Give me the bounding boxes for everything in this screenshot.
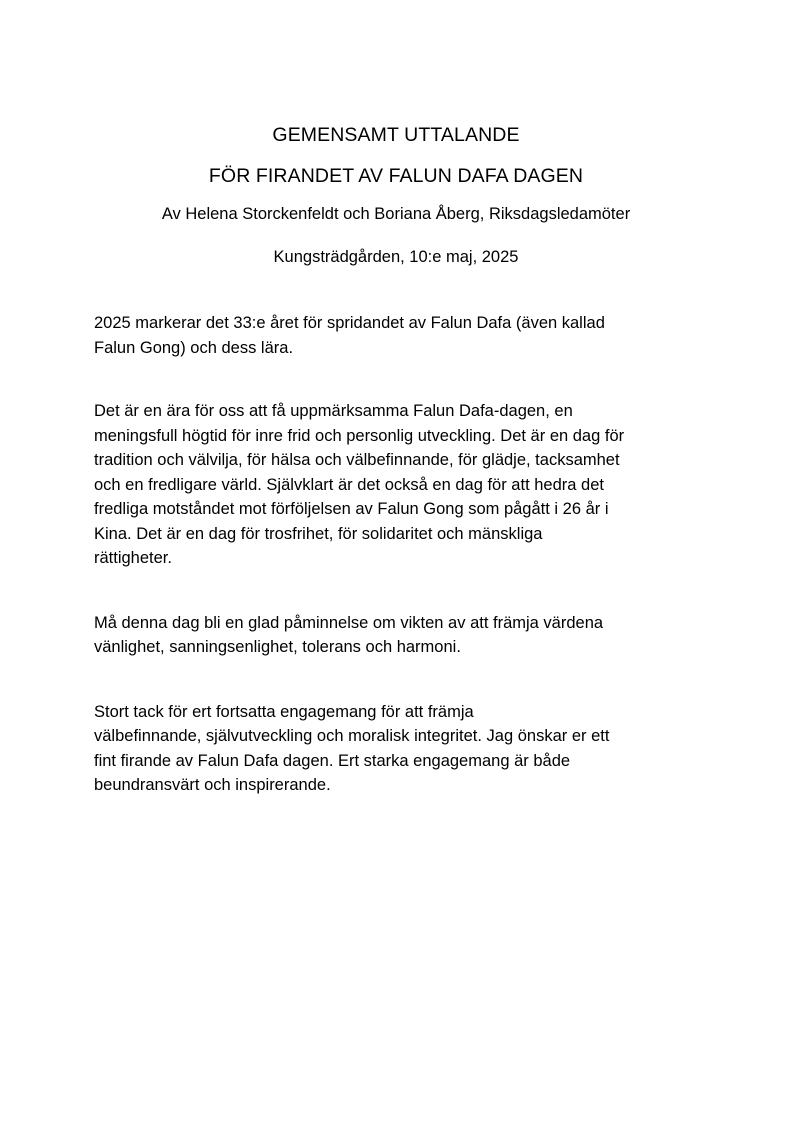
document-content — [94, 120, 698, 798]
paragraph-line: och en fredligare värld. Självklart är det också en dag för att hedra det — [94, 475, 604, 494]
paragraph-1 — [94, 311, 698, 360]
document-title-line-2: FÖR FIRANDET AV FALUN DAFA DAGEN — [208, 165, 584, 187]
paragraph-line: Stort tack för ert fortsatta engagemang för att främja — [94, 702, 474, 721]
paragraph-line: fredliga motståndet mot förföljelsen av Falun Gong som pågått i 26 år i — [94, 500, 609, 518]
paragraph-4 — [94, 700, 698, 798]
paragraph-line: Kina. Det är en dag för trosfrihet, för solidaritet och mänskliga — [94, 524, 543, 543]
document-byline: Av Helena Storckenfeldt och Boriana Åberg, Riksdagsledamöter — [161, 205, 631, 223]
paragraph-line: 2025 markerar det 33:e året för spridandet av Falun Dafa (även kallad — [94, 314, 605, 332]
paragraph-2 — [94, 399, 698, 571]
paragraph-line: rättigheter. — [94, 549, 172, 567]
paragraph-line: välbefinnande, självutveckling och moralisk integritet. Jag önskar er ett — [94, 727, 610, 745]
paragraph-line: fint firande av Falun Dafa dagen. Ert starka engagemang är både — [94, 751, 571, 770]
paragraph-line: Det är en ära för oss att få uppmärksamma Falun Dafa-dagen, en — [94, 402, 573, 420]
paragraph-3 — [94, 611, 698, 660]
paragraph-line: Må denna dag bli en glad påminnelse om vikten av att främja värdena — [94, 613, 604, 632]
paragraph-line: beundransvärt och inspirerande. — [94, 776, 331, 794]
document-place-date: Kungsträdgården, 10:e maj, 2025 — [273, 248, 519, 266]
document-title-line-1: GEMENSAMT UTTALANDE — [272, 124, 520, 146]
paragraph-line: Falun Gong) och dess lära. — [94, 338, 294, 357]
paragraph-line: meningsfull högtid för inre frid och personlig utveckling. Det är en dag för — [94, 426, 625, 445]
paragraph-line: tradition och välvilja, för hälsa och välbefinnande, för glädje, tacksamhet — [94, 451, 620, 469]
paragraph-line: vänlighet, sanningsenlighet, tolerans och harmoni. — [94, 638, 461, 656]
